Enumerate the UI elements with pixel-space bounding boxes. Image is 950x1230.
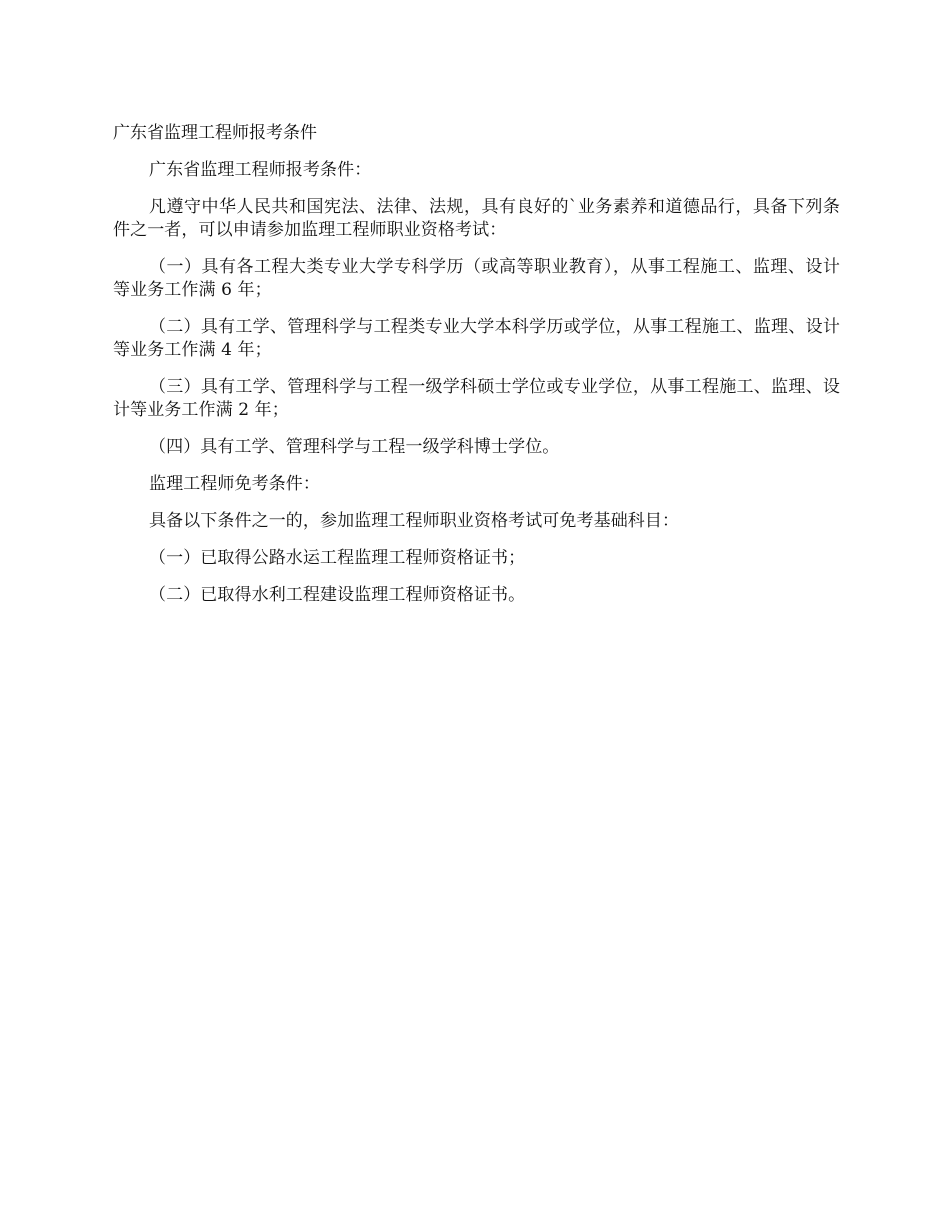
paragraph-exemption-intro: 具备以下条件之一的，参加监理工程师职业资格考试可免考基础科目： xyxy=(149,511,680,531)
paragraph-general-requirements: 凡遵守中华人民共和国宪法、法律、法规，具有良好的`业务素养和道德品行，具备下列条件之一者，可以申请参加监理工程师职业资格考试： xyxy=(113,197,840,240)
paragraph-exemption-1: （一）已取得公路水运工程监理工程师资格证书； xyxy=(149,548,526,568)
paragraph-condition-3: （三）具有工学、管理科学与工程一级学科硕士学位或专业学位，从事工程施工、监理、设计等业务工作满 2 年； xyxy=(113,377,840,420)
paragraph-condition-2: （二）具有工学、管理科学与工程类专业大学本科学历或学位，从事工程施工、监理、设计等业务工作满 4 年； xyxy=(113,317,840,360)
paragraph-exemption-2: （二）已取得水利工程建设监理工程师资格证书。 xyxy=(149,585,526,605)
paragraph-condition-1: （一）具有各工程大类专业大学专科学历（或高等职业教育），从事工程施工、监理、设计等业务工作满 6 年； xyxy=(113,257,840,300)
paragraph-condition-4: （四）具有工学、管理科学与工程一级学科博士学位。 xyxy=(149,437,560,457)
paragraph-exemption-heading: 监理工程师免考条件： xyxy=(149,474,320,494)
document-body xyxy=(113,122,840,621)
paragraph-intro-heading: 广东省监理工程师报考条件： xyxy=(149,160,372,180)
document-title: 广东省监理工程师报考条件 xyxy=(113,123,317,143)
